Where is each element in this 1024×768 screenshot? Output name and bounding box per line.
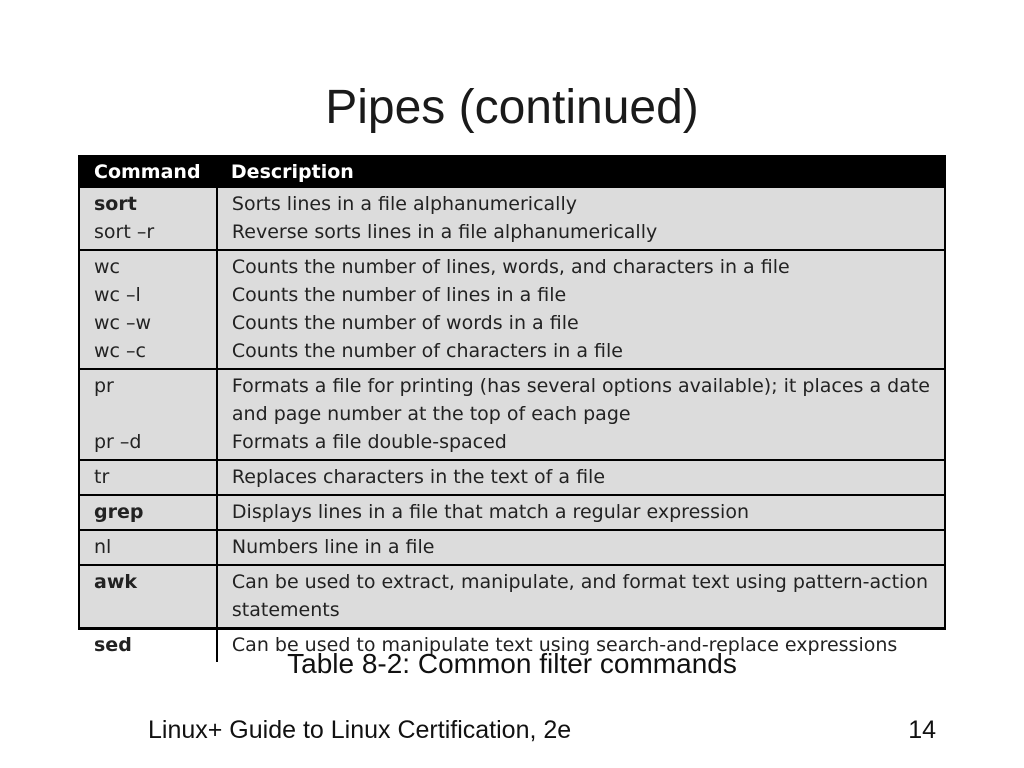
commands-table [80, 157, 944, 662]
table-row [80, 530, 944, 565]
command-name: wc –l [94, 284, 141, 306]
description-cell [217, 495, 944, 530]
table-row [80, 495, 944, 530]
description-text: Numbers line in a file [231, 536, 435, 558]
command-cell [80, 187, 217, 250]
description-cell [217, 565, 944, 628]
description-text: statements [231, 599, 340, 621]
description-text: Replaces characters in the text of a file [231, 466, 606, 488]
table-header-row [80, 157, 944, 187]
command-name: sort [94, 193, 137, 215]
description-cell [217, 250, 944, 369]
description-text: Counts the number of lines in a file [231, 284, 567, 306]
command-name: sed [94, 634, 132, 656]
description-cell [217, 187, 944, 250]
table-row [80, 187, 944, 250]
slide-title: Pipes (continued) [325, 81, 699, 134]
table-caption: Table 8-2: Common filter commands [287, 648, 737, 679]
filter-commands-table [78, 155, 946, 656]
command-cell [80, 530, 217, 565]
command-name: awk [94, 571, 138, 593]
command-name: grep [94, 501, 144, 523]
footer-text: Linux+ Guide to Linux Certification, 2e [148, 716, 572, 744]
command-name: sort –r [94, 221, 155, 243]
command-cell [80, 565, 217, 628]
table-body [80, 187, 944, 662]
description-column-header: Description [217, 157, 944, 187]
description-text: Reverse sorts lines in a file alphanumerically [231, 221, 658, 243]
command-name [94, 400, 202, 428]
description-cell [217, 460, 944, 495]
description-cell [217, 530, 944, 565]
description-text: Formats a file for printing (has several options available); it places a date [231, 375, 930, 397]
command-name: nl [94, 536, 112, 558]
command-cell [80, 495, 217, 530]
command-cell [80, 250, 217, 369]
description-text: Can be used to extract, manipulate, and format text using pattern-action [231, 571, 928, 593]
description-text: Can be used to manipulate text using search-and-replace expressions [231, 634, 898, 656]
description-text: Sorts lines in a file alphanumerically [231, 193, 577, 215]
command-name: wc –w [94, 312, 152, 334]
table-row [80, 369, 944, 460]
command-cell [80, 369, 217, 460]
description-text: and page number at the top of each page [231, 403, 631, 425]
table-row [80, 250, 944, 369]
command-name: tr [94, 466, 110, 488]
table-row [80, 460, 944, 495]
command-name: pr [94, 375, 114, 397]
description-text: Counts the number of characters in a file [231, 340, 623, 362]
description-text: Displays lines in a file that match a regular expression [231, 501, 750, 523]
command-cell [80, 460, 217, 495]
command-name: pr –d [94, 431, 142, 453]
page-number: 14 [908, 716, 936, 744]
description-text: Formats a file double-spaced [231, 431, 507, 453]
command-name [94, 596, 202, 624]
description-text: Counts the number of words in a file [231, 312, 579, 334]
command-name: wc –c [94, 340, 146, 362]
command-name: wc [94, 256, 120, 278]
command-column-header: Command [80, 157, 217, 187]
description-text: Counts the number of lines, words, and characters in a file [231, 256, 790, 278]
description-cell [217, 369, 944, 460]
table-row [80, 565, 944, 628]
